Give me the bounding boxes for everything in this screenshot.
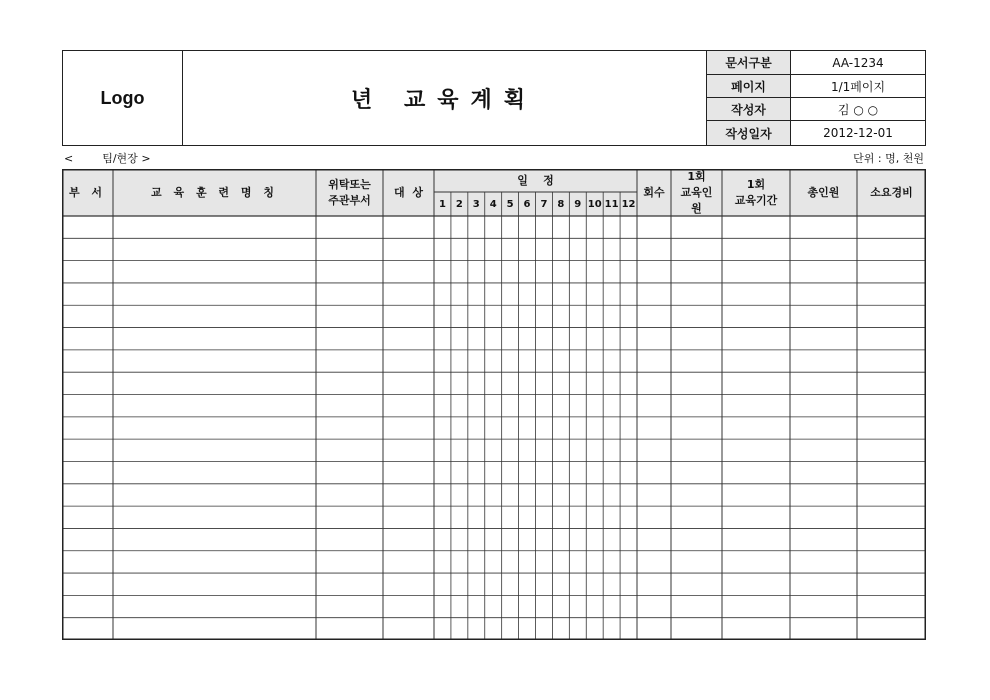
team-prefix: < [64, 152, 74, 165]
month-header-7: 7 [540, 198, 548, 210]
meta-key: 문서구분 [707, 51, 791, 74]
meta-value: AA-1234 [832, 55, 884, 70]
team-label-line [64, 150, 151, 166]
meta-key: 작성자 [707, 98, 791, 121]
month-header-8: 8 [557, 198, 565, 210]
meta-value: 2012-12-01 [823, 126, 893, 140]
meta-value: 1/1페이지 [830, 80, 886, 94]
meta-row-page [707, 74, 925, 98]
month-header-3: 3 [472, 198, 480, 210]
col-header-period-line2: 교육기간 [734, 193, 778, 207]
team-label: 팀/현장 [102, 152, 138, 165]
col-header-per-session [671, 169, 722, 216]
month-header-2: 2 [455, 198, 463, 210]
col-header-per-line1: 1회 [687, 169, 706, 183]
col-header-schedule: 일 정 [517, 173, 554, 187]
col-header-org [316, 169, 383, 216]
document-header [62, 50, 926, 146]
meta-row-date [707, 120, 925, 145]
col-header-period [722, 169, 790, 216]
education-plan-table [62, 169, 926, 640]
table-border [63, 170, 926, 640]
team-suffix: > [141, 152, 151, 165]
col-header-org-line1: 위탁또는 [328, 177, 371, 191]
month-header-11: 11 [604, 198, 619, 210]
month-header-6: 6 [523, 198, 531, 210]
col-header-count: 회수 [643, 185, 665, 199]
col-header-total: 총인원 [807, 185, 840, 199]
unit-label: 단위 : 명, 천원 [853, 152, 924, 165]
col-header-dept: 부 서 [68, 185, 107, 199]
month-header-4: 4 [489, 198, 497, 210]
col-header-org-line2: 주관부서 [328, 193, 371, 207]
col-header-target: 대 상 [394, 185, 423, 199]
logo: Logo [63, 51, 183, 145]
month-header-5: 5 [506, 198, 514, 210]
month-header-10: 10 [587, 198, 602, 210]
month-header-12: 12 [621, 198, 636, 210]
document-title: 년 교육계획 [351, 87, 537, 113]
meta-value: 김 ○ ○ [837, 103, 879, 117]
col-header-per-line3: 원 [691, 201, 702, 215]
document-meta-table [706, 51, 925, 145]
meta-key: 페이지 [707, 75, 791, 98]
col-header-cost: 소요경비 [870, 185, 913, 199]
month-header-1: 1 [438, 198, 446, 210]
col-header-per-line2: 교육인 [680, 185, 713, 199]
meta-key: 작성일자 [707, 121, 791, 145]
meta-row-author [707, 97, 925, 121]
col-header-period-line1: 1회 [746, 177, 766, 191]
meta-row-doc-type [707, 51, 925, 74]
table-gridlines [62, 169, 926, 640]
month-header-9: 9 [574, 198, 582, 210]
col-header-course: 교 육 훈 련 명 칭 [151, 185, 278, 199]
